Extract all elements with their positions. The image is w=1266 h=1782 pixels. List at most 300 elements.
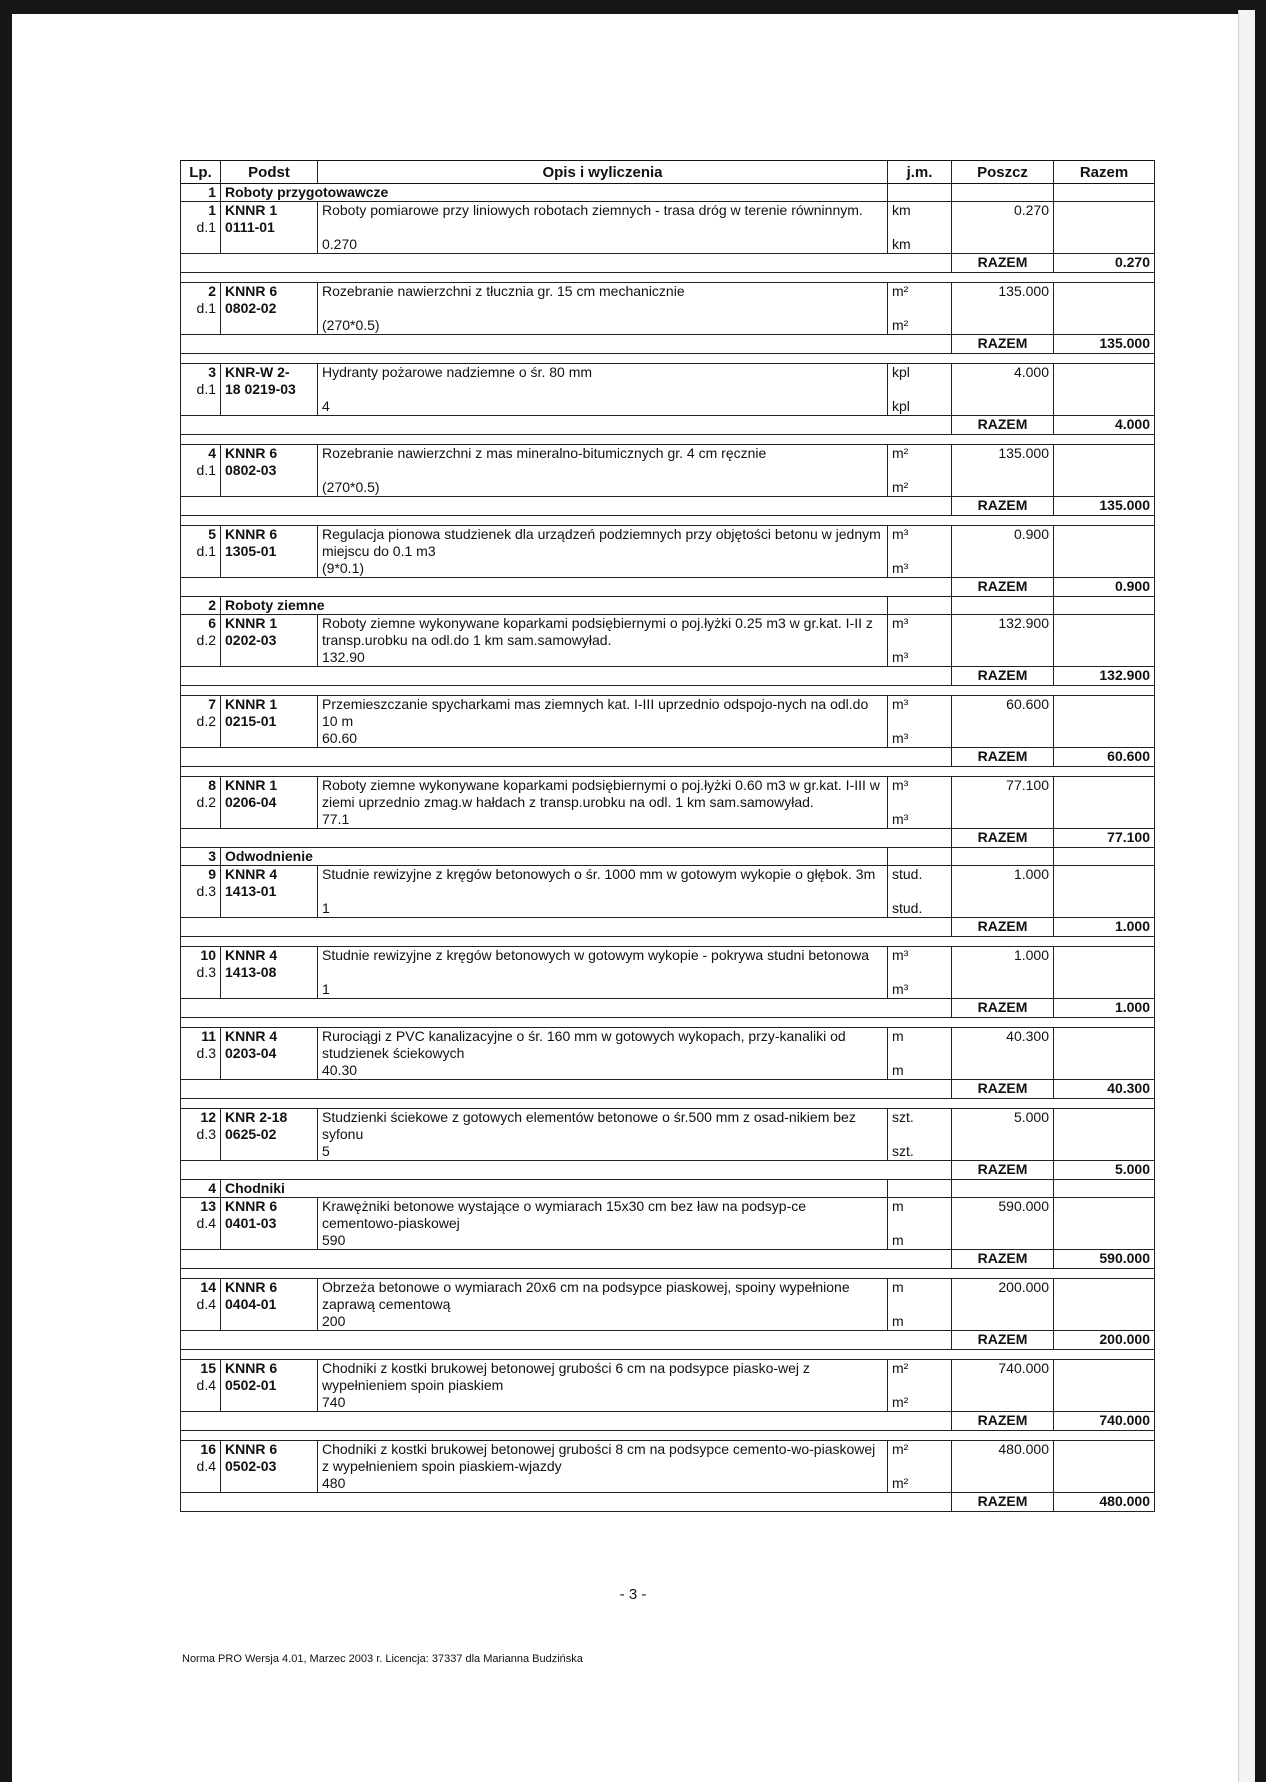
item-lp-cell	[181, 1360, 221, 1412]
item-unit: m³	[892, 526, 909, 542]
item-calculation: 1	[322, 981, 330, 997]
table-row	[181, 777, 1155, 829]
item-podstawa-catalog: KNNR 6	[225, 526, 278, 542]
item-opis-cell	[318, 1279, 888, 1331]
item-unit-repeat: m³	[892, 649, 909, 665]
item-unit: szt.	[892, 1109, 914, 1125]
item-podstawa-code: 0401-03	[225, 1215, 277, 1231]
razem-row	[181, 999, 1155, 1018]
item-podstawa-cell	[221, 696, 318, 748]
razem-empty	[181, 999, 952, 1018]
spacer-cell	[181, 686, 1155, 696]
item-podstawa-code: 1413-08	[225, 964, 277, 980]
razem-label: RAZEM	[952, 1161, 1054, 1180]
razem-value: 0.270	[1054, 254, 1155, 273]
spacer-row	[181, 937, 1155, 947]
table-row	[181, 696, 1155, 748]
item-podstawa-code: 0203-04	[225, 1045, 277, 1061]
item-podstawa-catalog: KNNR 6	[225, 1198, 278, 1214]
item-podstawa-cell	[221, 1028, 318, 1080]
header-jm: j.m.	[888, 161, 952, 184]
item-podstawa-code: 0404-01	[225, 1296, 277, 1312]
item-description: Rurociągi z PVC kanalizacyjne o śr. 160 mm w gotowych wykopach, przy-kanaliki od studzienek ściekowych	[322, 1028, 846, 1061]
item-lp-cell	[181, 1109, 221, 1161]
item-jm-cell	[888, 364, 952, 416]
item-razem-empty	[1054, 526, 1155, 578]
item-description: Obrzeża betonowe o wymiarach 20x6 cm na podsypce piaskowej, spoiny wypełnione zaprawą cementową	[322, 1279, 850, 1312]
item-unit-repeat: m³	[892, 560, 909, 576]
item-jm-cell	[888, 202, 952, 254]
item-lp: 5	[208, 526, 216, 542]
razem-label: RAZEM	[952, 748, 1054, 767]
item-lp-cell	[181, 364, 221, 416]
item-lp: 10	[200, 947, 216, 963]
table-body	[181, 184, 1155, 1512]
item-podstawa-code: 1413-01	[225, 883, 277, 899]
header-poszcz: Poszcz	[952, 161, 1054, 184]
item-lp: 16	[200, 1441, 216, 1457]
section-empty-poszcz	[952, 597, 1054, 615]
item-podstawa-catalog: KNNR 6	[225, 1360, 278, 1376]
item-podstawa-cell	[221, 526, 318, 578]
item-razem-empty	[1054, 283, 1155, 335]
razem-value: 4.000	[1054, 416, 1155, 435]
item-lp: 1	[208, 202, 216, 218]
razem-value: 60.600	[1054, 748, 1155, 767]
item-unit: kpl	[892, 364, 910, 380]
item-poszcz: 740.000	[952, 1360, 1054, 1412]
item-unit-repeat: m³	[892, 981, 909, 997]
item-description: Rozebranie nawierzchni z tłucznia gr. 15 cm mechanicznie	[322, 283, 685, 299]
razem-label: RAZEM	[952, 335, 1054, 354]
item-calculation: 60.60	[322, 730, 358, 746]
item-jm-cell	[888, 1198, 952, 1250]
section-title: Roboty ziemne	[221, 597, 888, 615]
item-unit: m³	[892, 615, 909, 631]
item-razem-empty	[1054, 1028, 1155, 1080]
razem-label: RAZEM	[952, 1250, 1054, 1269]
section-empty-razem	[1054, 597, 1155, 615]
item-podstawa-cell	[221, 1441, 318, 1493]
item-podstawa-catalog: KNR 2-18	[225, 1109, 288, 1125]
item-podstawa-catalog: KNNR 1	[225, 777, 278, 793]
spacer-row	[181, 767, 1155, 777]
item-podstawa-cell	[221, 1279, 318, 1331]
razem-row	[181, 416, 1155, 435]
razem-value: 1.000	[1054, 918, 1155, 937]
item-poszcz: 77.100	[952, 777, 1054, 829]
item-lp-cell	[181, 866, 221, 918]
razem-empty	[181, 1080, 952, 1099]
spacer-cell	[181, 1018, 1155, 1028]
item-calculation: 40.30	[322, 1062, 358, 1078]
item-poszcz: 590.000	[952, 1198, 1054, 1250]
razem-row	[181, 335, 1155, 354]
item-lp: 15	[200, 1360, 216, 1376]
item-unit: m³	[892, 777, 909, 793]
kosztorys-table-wrapper	[180, 160, 1154, 1512]
section-empty-jm	[888, 1180, 952, 1198]
table-row	[181, 364, 1155, 416]
item-description: Roboty ziemne wykonywane koparkami podsiębiernymi o poj.łyżki 0.25 m3 w gr.kat. I-II z transp.urobku na odl.do 1 km sam.samowyład.	[322, 615, 873, 648]
item-razem-empty	[1054, 1360, 1155, 1412]
item-poszcz: 132.900	[952, 615, 1054, 667]
item-razem-empty	[1054, 1109, 1155, 1161]
razem-row	[181, 829, 1155, 848]
item-jm-cell	[888, 1109, 952, 1161]
item-poszcz: 135.000	[952, 283, 1054, 335]
item-opis-cell	[318, 777, 888, 829]
item-description: Przemieszczanie spycharkami mas ziemnych kat. I-III uprzednio odspojo-nych na odl.do 10 m	[322, 696, 869, 729]
razem-value: 132.900	[1054, 667, 1155, 686]
item-unit-repeat: m²	[892, 1394, 909, 1410]
table-row	[181, 1441, 1155, 1493]
item-spec-ref: d.1	[196, 543, 216, 559]
item-lp-cell	[181, 1441, 221, 1493]
section-empty-poszcz	[952, 184, 1054, 202]
item-description: Krawężniki betonowe wystające o wymiarach 15x30 cm bez ław na podsyp-ce cementowo-piaskowej	[322, 1198, 807, 1231]
header-opis: Opis i wyliczenia	[318, 161, 888, 184]
item-opis-cell	[318, 696, 888, 748]
item-description: Studnie rewizyjne z kręgów betonowych w gotowym wykopie - pokrywa studni betonowa	[322, 947, 870, 963]
razem-empty	[181, 829, 952, 848]
item-unit: km	[892, 202, 911, 218]
item-unit-repeat: m²	[892, 1475, 909, 1491]
razem-empty	[181, 1331, 952, 1350]
item-podstawa-cell	[221, 202, 318, 254]
section-row	[181, 1180, 1155, 1198]
item-unit-repeat: m²	[892, 317, 909, 333]
item-unit: m²	[892, 283, 909, 299]
item-razem-empty	[1054, 947, 1155, 999]
item-spec-ref: d.2	[196, 713, 216, 729]
item-unit-repeat: m³	[892, 730, 909, 746]
item-description: Hydranty pożarowe nadziemne o śr. 80 mm	[322, 364, 593, 380]
item-podstawa-cell	[221, 364, 318, 416]
item-spec-ref: d.3	[196, 964, 216, 980]
item-description: Studzienki ściekowe z gotowych elementów betonowe o śr.500 mm z osad-nikiem bez syfonu	[322, 1109, 856, 1142]
item-calculation: 132.90	[322, 649, 365, 665]
item-lp: 7	[208, 696, 216, 712]
item-poszcz: 135.000	[952, 445, 1054, 497]
item-podstawa-code: 0802-03	[225, 462, 277, 478]
spacer-cell	[181, 1099, 1155, 1109]
section-row	[181, 597, 1155, 615]
item-calculation: (9*0.1)	[322, 560, 365, 576]
section-title: Chodniki	[221, 1180, 888, 1198]
item-poszcz: 1.000	[952, 947, 1054, 999]
item-razem-empty	[1054, 445, 1155, 497]
razem-value: 5.000	[1054, 1161, 1155, 1180]
kosztorys-table	[180, 160, 1155, 1512]
item-podstawa-catalog: KNNR 6	[225, 283, 278, 299]
item-jm-cell	[888, 1028, 952, 1080]
item-jm-cell	[888, 866, 952, 918]
item-razem-empty	[1054, 202, 1155, 254]
item-podstawa-code: 0202-03	[225, 632, 277, 648]
razem-row	[181, 1080, 1155, 1099]
item-lp-cell	[181, 696, 221, 748]
table-row	[181, 1279, 1155, 1331]
item-podstawa-catalog: KNR-W 2-	[225, 364, 290, 380]
item-lp-cell	[181, 283, 221, 335]
item-podstawa-code: 0625-02	[225, 1126, 277, 1142]
razem-empty	[181, 335, 952, 354]
item-podstawa-catalog: KNNR 6	[225, 1279, 278, 1295]
section-empty-razem	[1054, 848, 1155, 866]
table-row	[181, 526, 1155, 578]
item-description: Chodniki z kostki brukowej betonowej grubości 8 cm na podsypce cemento-wo-piaskowej z wypełnieniem spoin piaskiem-wjazdy	[322, 1441, 876, 1474]
razem-empty	[181, 254, 952, 273]
item-jm-cell	[888, 1441, 952, 1493]
item-podstawa-code: 18 0219-03	[225, 381, 296, 397]
item-description: Rozebranie nawierzchni z mas mineralno-bitumicznych gr. 4 cm ręcznie	[322, 445, 767, 461]
item-jm-cell	[888, 947, 952, 999]
item-description: Regulacja pionowa studzienek dla urządzeń podziemnych przy objętości betonu w jednym miejscu do 0.1 m3	[322, 526, 881, 559]
item-opis-cell	[318, 1360, 888, 1412]
item-spec-ref: d.4	[196, 1296, 216, 1312]
razem-value: 200.000	[1054, 1331, 1155, 1350]
razem-row	[181, 254, 1155, 273]
section-empty-jm	[888, 848, 952, 866]
item-poszcz: 0.270	[952, 202, 1054, 254]
section-row	[181, 848, 1155, 866]
item-podstawa-catalog: KNNR 1	[225, 696, 278, 712]
razem-row	[181, 1331, 1155, 1350]
razem-label: RAZEM	[952, 497, 1054, 516]
section-number: 4	[181, 1180, 221, 1198]
item-spec-ref: d.1	[196, 381, 216, 397]
item-podstawa-cell	[221, 1109, 318, 1161]
razem-row	[181, 748, 1155, 767]
item-poszcz: 480.000	[952, 1441, 1054, 1493]
razem-value: 135.000	[1054, 335, 1155, 354]
item-calculation: 480	[322, 1475, 346, 1491]
spacer-row	[181, 1350, 1155, 1360]
item-jm-cell	[888, 615, 952, 667]
item-razem-empty	[1054, 777, 1155, 829]
item-opis-cell	[318, 283, 888, 335]
table-row	[181, 615, 1155, 667]
section-empty-jm	[888, 597, 952, 615]
item-lp-cell	[181, 526, 221, 578]
item-razem-empty	[1054, 1441, 1155, 1493]
razem-row	[181, 497, 1155, 516]
section-empty-poszcz	[952, 848, 1054, 866]
item-description: Roboty ziemne wykonywane koparkami podsiębiernymi o poj.łyżki 0.60 m3 w gr.kat. I-III w ziemi uprzednio zmag.w hałdach z transp.urobku na odl. 1 km sam.samowyład.	[322, 777, 880, 810]
item-jm-cell	[888, 777, 952, 829]
section-number: 2	[181, 597, 221, 615]
razem-empty	[181, 748, 952, 767]
item-podstawa-catalog: KNNR 4	[225, 1028, 278, 1044]
table-row	[181, 947, 1155, 999]
item-podstawa-cell	[221, 1198, 318, 1250]
section-empty-razem	[1054, 184, 1155, 202]
item-razem-empty	[1054, 866, 1155, 918]
section-empty-poszcz	[952, 1180, 1054, 1198]
item-podstawa-catalog: KNNR 1	[225, 615, 278, 631]
item-opis-cell	[318, 615, 888, 667]
item-lp-cell	[181, 1198, 221, 1250]
item-opis-cell	[318, 947, 888, 999]
header-podst: Podst	[221, 161, 318, 184]
item-spec-ref: d.2	[196, 794, 216, 810]
item-podstawa-code: 0206-04	[225, 794, 277, 810]
item-calculation: 5	[322, 1143, 330, 1159]
razem-empty	[181, 1250, 952, 1269]
razem-empty	[181, 497, 952, 516]
razem-value: 0.900	[1054, 578, 1155, 597]
spacer-row	[181, 1431, 1155, 1441]
razem-label: RAZEM	[952, 999, 1054, 1018]
section-number: 1	[181, 184, 221, 202]
spacer-cell	[181, 516, 1155, 526]
item-unit-repeat: stud.	[892, 900, 923, 916]
item-lp-cell	[181, 202, 221, 254]
section-number: 3	[181, 848, 221, 866]
item-lp-cell	[181, 615, 221, 667]
razem-empty	[181, 918, 952, 937]
item-calculation: 77.1	[322, 811, 350, 827]
item-lp-cell	[181, 947, 221, 999]
spacer-cell	[181, 937, 1155, 947]
item-unit: m³	[892, 947, 909, 963]
item-lp: 12	[200, 1109, 216, 1125]
item-razem-empty	[1054, 1198, 1155, 1250]
item-podstawa-cell	[221, 866, 318, 918]
item-podstawa-catalog: KNNR 6	[225, 445, 278, 461]
item-spec-ref: d.1	[196, 462, 216, 478]
item-podstawa-code: 0502-01	[225, 1377, 277, 1393]
razem-value: 77.100	[1054, 829, 1155, 848]
item-calculation: 590	[322, 1232, 346, 1248]
item-lp: 6	[208, 615, 216, 631]
item-opis-cell	[318, 1441, 888, 1493]
item-podstawa-cell	[221, 947, 318, 999]
item-lp: 8	[208, 777, 216, 793]
razem-label: RAZEM	[952, 1412, 1054, 1431]
item-spec-ref: d.3	[196, 883, 216, 899]
item-description: Roboty pomiarowe przy liniowych robotach ziemnych - trasa dróg w terenie równinnym.	[322, 202, 863, 218]
item-podstawa-catalog: KNNR 4	[225, 947, 278, 963]
spacer-cell	[181, 435, 1155, 445]
razem-row	[181, 667, 1155, 686]
razem-row	[181, 918, 1155, 937]
item-unit: m	[892, 1279, 904, 1295]
item-unit: stud.	[892, 866, 923, 882]
spacer-row	[181, 1099, 1155, 1109]
razem-empty	[181, 1161, 952, 1180]
item-opis-cell	[318, 1198, 888, 1250]
razem-row	[181, 578, 1155, 597]
razem-row	[181, 1250, 1155, 1269]
item-lp-cell	[181, 1028, 221, 1080]
razem-empty	[181, 416, 952, 435]
razem-empty	[181, 1493, 952, 1512]
razem-row	[181, 1412, 1155, 1431]
razem-label: RAZEM	[952, 1331, 1054, 1350]
item-unit-repeat: m	[892, 1313, 904, 1329]
razem-label: RAZEM	[952, 829, 1054, 848]
item-podstawa-cell	[221, 615, 318, 667]
item-poszcz: 4.000	[952, 364, 1054, 416]
item-jm-cell	[888, 1360, 952, 1412]
item-lp: 11	[201, 1028, 216, 1044]
razem-empty	[181, 667, 952, 686]
razem-value: 590.000	[1054, 1250, 1155, 1269]
item-podstawa-code: 1305-01	[225, 543, 277, 559]
item-razem-empty	[1054, 1279, 1155, 1331]
razem-label: RAZEM	[952, 918, 1054, 937]
page-number: - 3 -	[619, 1586, 647, 1603]
item-poszcz: 5.000	[952, 1109, 1054, 1161]
item-jm-cell	[888, 696, 952, 748]
razem-label: RAZEM	[952, 416, 1054, 435]
item-poszcz: 0.900	[952, 526, 1054, 578]
item-opis-cell	[318, 364, 888, 416]
item-podstawa-cell	[221, 283, 318, 335]
table-row	[181, 866, 1155, 918]
item-lp-cell	[181, 777, 221, 829]
item-podstawa-code: 0215-01	[225, 713, 277, 729]
section-empty-razem	[1054, 1180, 1155, 1198]
item-lp: 9	[208, 866, 216, 882]
item-calculation: 4	[322, 398, 330, 414]
item-podstawa-code: 0502-03	[225, 1458, 277, 1474]
item-lp: 3	[208, 364, 216, 380]
spacer-row	[181, 1018, 1155, 1028]
item-spec-ref: d.4	[196, 1377, 216, 1393]
item-calculation: 0.270	[322, 236, 358, 252]
item-lp: 13	[200, 1198, 216, 1214]
spacer-cell	[181, 1269, 1155, 1279]
razem-empty	[181, 578, 952, 597]
section-title: Roboty przygotowawcze	[221, 184, 888, 202]
spacer-row	[181, 686, 1155, 696]
item-lp: 14	[200, 1279, 216, 1295]
item-poszcz: 60.600	[952, 696, 1054, 748]
table-row	[181, 1360, 1155, 1412]
item-lp: 2	[208, 283, 216, 299]
spacer-cell	[181, 767, 1155, 777]
razem-row	[181, 1493, 1155, 1512]
item-spec-ref: d.3	[196, 1045, 216, 1061]
razem-value: 40.300	[1054, 1080, 1155, 1099]
item-jm-cell	[888, 283, 952, 335]
razem-label: RAZEM	[952, 578, 1054, 597]
razem-empty	[181, 1412, 952, 1431]
item-opis-cell	[318, 526, 888, 578]
item-spec-ref: d.2	[196, 632, 216, 648]
item-unit-repeat: m	[892, 1062, 904, 1078]
item-podstawa-cell	[221, 777, 318, 829]
section-row	[181, 184, 1155, 202]
item-podstawa-catalog: KNNR 6	[225, 1441, 278, 1457]
item-podstawa-cell	[221, 445, 318, 497]
item-description: Chodniki z kostki brukowej betonowej grubości 6 cm na podsypce piasko-wej z wypełnieniem spoin piaskiem	[322, 1360, 810, 1393]
item-lp: 4	[208, 445, 216, 461]
razem-value: 135.000	[1054, 497, 1155, 516]
razem-value: 740.000	[1054, 1412, 1155, 1431]
section-empty-jm	[888, 184, 952, 202]
item-calculation: 200	[322, 1313, 346, 1329]
spacer-row	[181, 354, 1155, 364]
razem-row	[181, 1161, 1155, 1180]
item-unit: m³	[892, 696, 909, 712]
table-row	[181, 1109, 1155, 1161]
item-poszcz: 40.300	[952, 1028, 1054, 1080]
item-razem-empty	[1054, 696, 1155, 748]
